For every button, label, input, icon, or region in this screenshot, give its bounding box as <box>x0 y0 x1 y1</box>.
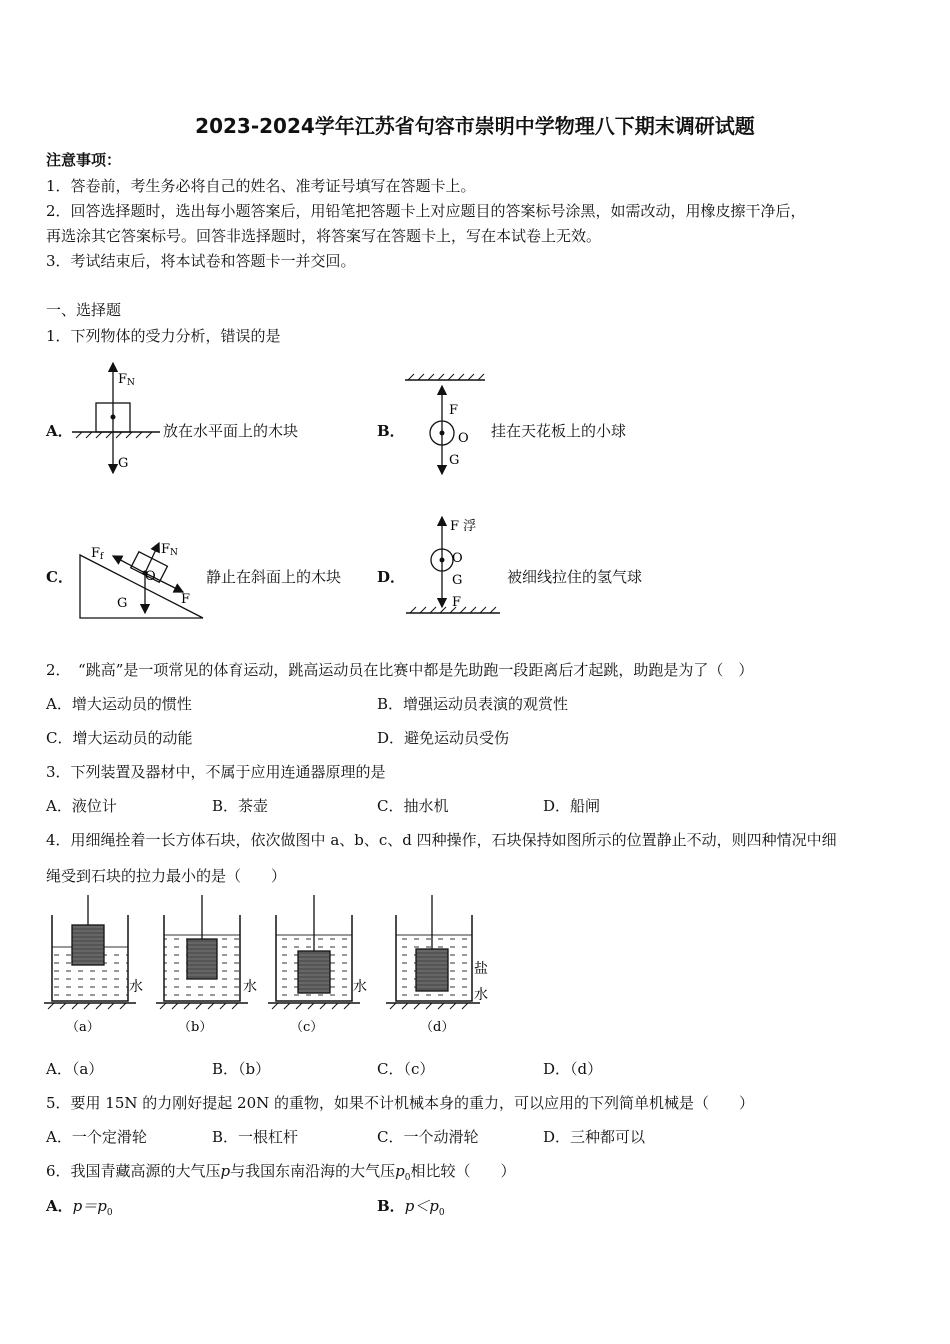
q3-option-d: D．船闸 <box>543 797 601 815</box>
notice-item-1: 1．答卷前，考生务必将自己的姓名、准考证号填写在答题卡上。 <box>46 177 476 195</box>
figure-d-balloon <box>400 512 510 622</box>
label-water-a: 水 <box>129 979 143 995</box>
q6-stem: 6．我国青藏高源的大气压p与我国东南沿海的大气压$p_0$相比较（ ） <box>46 1162 516 1183</box>
label-f: F <box>181 592 191 607</box>
q4-stem-line-1: 4．用细绳拴着一长方体石块，依次做图中 a、b、c、d 四种操作，石块保持如图所示的位置静止不动，则四种情况中细 <box>46 831 837 849</box>
q2-option-a: A．增大运动员的惯性 <box>46 695 192 713</box>
figure-b-hanging-ball <box>400 370 490 480</box>
notice-item-2-cont: 再选涂其它答案标号。回答非选择题时，将答案写在答题卡上，写在本试卷上无效。 <box>46 227 602 245</box>
caption-a: （a） <box>66 1020 100 1035</box>
q5-option-a: A．一个定滑轮 <box>46 1128 147 1146</box>
q1-option-b-text: 挂在天花板上的小球 <box>491 422 627 440</box>
beaker-c <box>268 895 367 1035</box>
label-g: G <box>118 456 129 471</box>
label-g: G <box>452 573 463 588</box>
q4-option-d: D．（d） <box>543 1060 603 1078</box>
notice-heading: 注意事项： <box>46 151 122 169</box>
figure-c-block-on-incline <box>75 535 210 625</box>
q3-option-c: C．抽水机 <box>377 797 449 815</box>
label-g: G <box>449 453 460 468</box>
notice-item-2: 2．回答选择题时，选出每小题答案后，用铅笔把答题卡上对应题目的答案标号涂黑，如需改动，用橡皮擦干净后， <box>46 202 806 220</box>
q3-option-a: A．液位计 <box>46 797 117 815</box>
friction-arrow <box>113 556 145 573</box>
beaker-a <box>44 895 143 1035</box>
label-water-b: 水 <box>243 979 257 995</box>
q3-option-b: B．茶壶 <box>212 797 269 815</box>
q2-option-c: C．增大运动员的动能 <box>46 729 193 747</box>
label-f: F <box>449 403 459 418</box>
label-f-buoy: F 浮 <box>450 519 477 534</box>
figure-a-block-on-floor <box>60 355 170 480</box>
label-ff: Ff <box>91 546 104 562</box>
label-g: G <box>117 596 128 611</box>
stone-b <box>187 939 217 979</box>
q1-option-c-label: C． <box>46 568 73 586</box>
beaker-b <box>156 895 257 1035</box>
label-o: O <box>458 431 469 446</box>
stone-a <box>72 925 104 965</box>
q5-option-b: B．一根杠杆 <box>212 1128 299 1146</box>
q1-option-d-text: 被细线拉住的氢气球 <box>507 568 643 586</box>
stone-d <box>416 949 448 991</box>
q1-option-a-label: A． <box>46 422 73 440</box>
q4-stem-line-2: 绳受到石块的拉力最小的是（ ） <box>46 867 287 885</box>
label-fn: FN <box>118 372 135 388</box>
q1-option-c-text: 静止在斜面上的木块 <box>206 568 342 586</box>
label-salt: 盐 <box>474 961 488 977</box>
caption-d: （d） <box>420 1020 455 1035</box>
q1-stem: 1．下列物体的受力分析，错误的是 <box>46 327 281 345</box>
notice-item-3: 3．考试结束后，将本试卷和答题卡一并交回。 <box>46 252 356 270</box>
label-f: F <box>452 595 462 610</box>
label-fn: FN <box>161 542 178 558</box>
label-salt-water: 水 <box>474 987 488 1003</box>
q5-option-d: D．三种都可以 <box>543 1128 646 1146</box>
label-o: O <box>452 551 463 566</box>
q5-stem: 5．要用 15N 的力刚好提起 20N 的重物，如果不计机械本身的重力，可以应用的下列简单机械是（ ） <box>46 1094 755 1112</box>
q4-figure-beakers <box>40 895 510 1040</box>
caption-c: （c） <box>290 1020 324 1035</box>
q4-option-b: B．（b） <box>212 1060 271 1078</box>
q1-option-a-text: 放在水平面上的木块 <box>163 422 299 440</box>
label-o: O <box>145 569 156 584</box>
q1-option-b-label: B． <box>377 422 405 440</box>
stone-c <box>298 951 330 993</box>
q6-option-a: A．$p=p_0$ <box>46 1197 113 1218</box>
q5-option-c: C．一个动滑轮 <box>377 1128 479 1146</box>
label-water-c: 水 <box>353 979 367 995</box>
q3-stem: 3．下列装置及器材中，不属于应用连通器原理的是 <box>46 763 386 781</box>
q1-option-d-label: D． <box>377 568 406 586</box>
caption-b: （b） <box>178 1020 213 1035</box>
beaker-d <box>386 895 488 1035</box>
q2-option-b: B．增强运动员表演的观赏性 <box>377 695 569 713</box>
q2-stem: 2． “跳高”是一项常见的体育运动，跳高运动员在比赛中都是先助跑一段距离后才起跳，助跑是为了（ ） <box>46 661 754 679</box>
q6-option-b: B．$p<p_0$ <box>377 1197 445 1218</box>
q4-option-c: C．（c） <box>377 1060 435 1078</box>
q4-option-a: A．（a） <box>46 1060 104 1078</box>
page-title: 2023-2024学年江苏省句容市崇明中学物理八下期末调研试题 <box>195 114 755 138</box>
section-heading: 一、选择题 <box>46 301 122 319</box>
q2-option-d: D．避免运动员受伤 <box>377 729 510 747</box>
